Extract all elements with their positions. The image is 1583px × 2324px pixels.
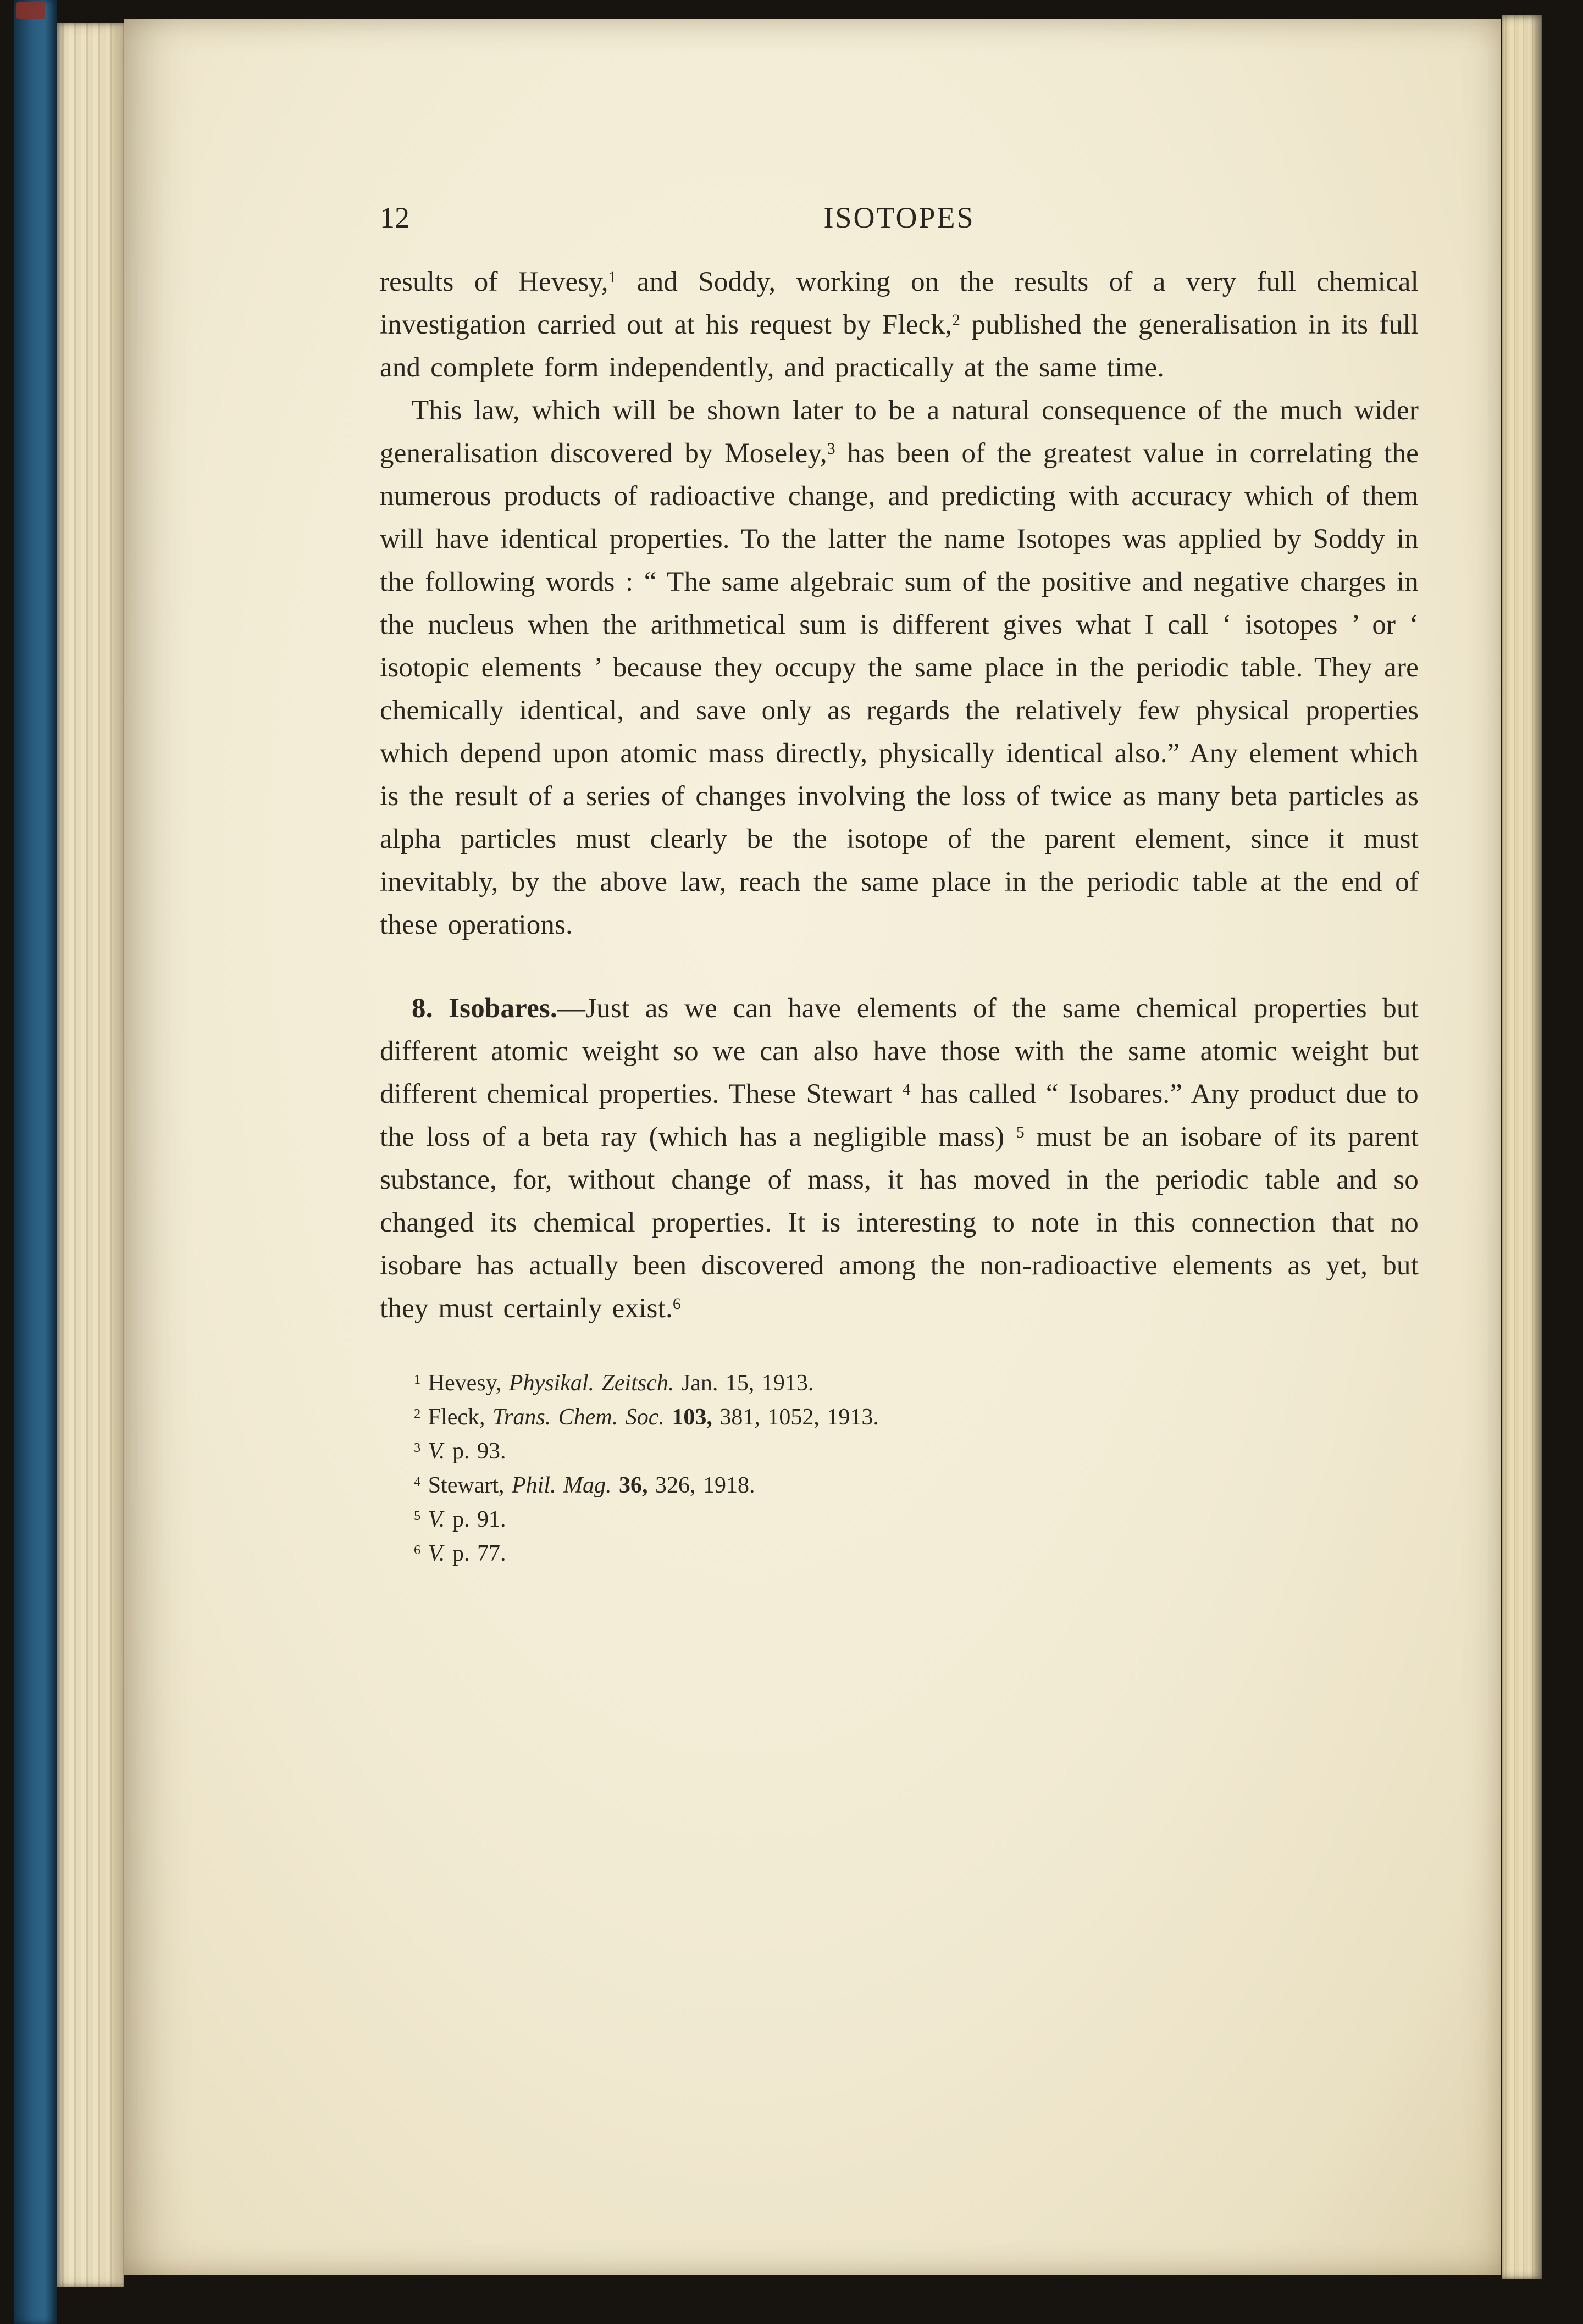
body-text — [380, 260, 1419, 1330]
footnote: $^6$ V. p. 77. — [414, 1541, 506, 1566]
footnote: $^5$ V. p. 91. — [414, 1507, 506, 1532]
book-page — [124, 19, 1501, 2275]
paragraph: 8. Isobares.—Just as we can have elements of the same chemical properties but different atomic weight so we can also have those with the same atomic weight but different chemical properties. These Stewart $^4$ has called “ Isobares.” Any product due to the loss of a beta ray (which has a negligible mass) $^5$ must be an isobare of its parent substance, for, without change of mass, it has moved in the periodic table and so changed its chemical properties. It is interesting to note in this connection that no isobare has actually been discovered among the non-radioactive elements as yet, but they must certainly exist.$^6$ — [380, 993, 1419, 1324]
page-content — [380, 200, 1419, 1571]
footnote: $^2$ Fleck, Trans. Chem. Soc. 103, 381, 1052, 1913. — [414, 1405, 879, 1430]
footnote: $^3$ V. p. 93. — [414, 1439, 506, 1464]
fore-edge-page-stack — [1502, 15, 1542, 2279]
book-spine — [14, 0, 57, 2324]
paragraph: This law, which will be shown later to be a natural consequence of the much wider generalisation discovered by Moseley,$^3$ has been of the greatest value in correlating the numerous products of radioactive change, and predicting with accuracy which of them will have identical properties. To the latter the name Isotopes was applied by Soddy in the following words : “ The same algebraic sum of the positive and negative charges in the nucleus when the arithmetical sum is different gives what I call ‘ isotopes ’ or ‘ isotopic elements ’ because they occupy the same place in the periodic table. They are chemically identical, and save only as regards the relatively few physical properties which depend upon atomic mass directly, physically identical also.” Any element which is the result of a series of changes involving the loss of twice as many beta particles as alpha particles must clearly be the isotope of the parent element, since it must inevitably, by the above law, reach the same place in the periodic table at the end of these operations. — [380, 395, 1419, 940]
gutter-page-edges — [57, 23, 124, 2287]
page-header — [380, 200, 1419, 235]
running-title: ISOTOPES — [823, 201, 975, 234]
footnotes — [380, 1366, 1419, 1571]
paragraph: results of Hevesy,$^1$ and Soddy, working on the results of a very full chemical investigation carried out at his request by Fleck,$^2$ published the generalisation in its full and complete form independently, and practically at the same time. — [380, 267, 1419, 383]
footnote: $^1$ Hevesy, Physikal. Zeitsch. Jan. 15, 1913. — [414, 1371, 814, 1396]
footnote: $^4$ Stewart, Phil. Mag. 36, 326, 1918. — [414, 1473, 755, 1498]
page-number: 12 — [380, 201, 409, 234]
spine-top-detail — [16, 2, 45, 19]
